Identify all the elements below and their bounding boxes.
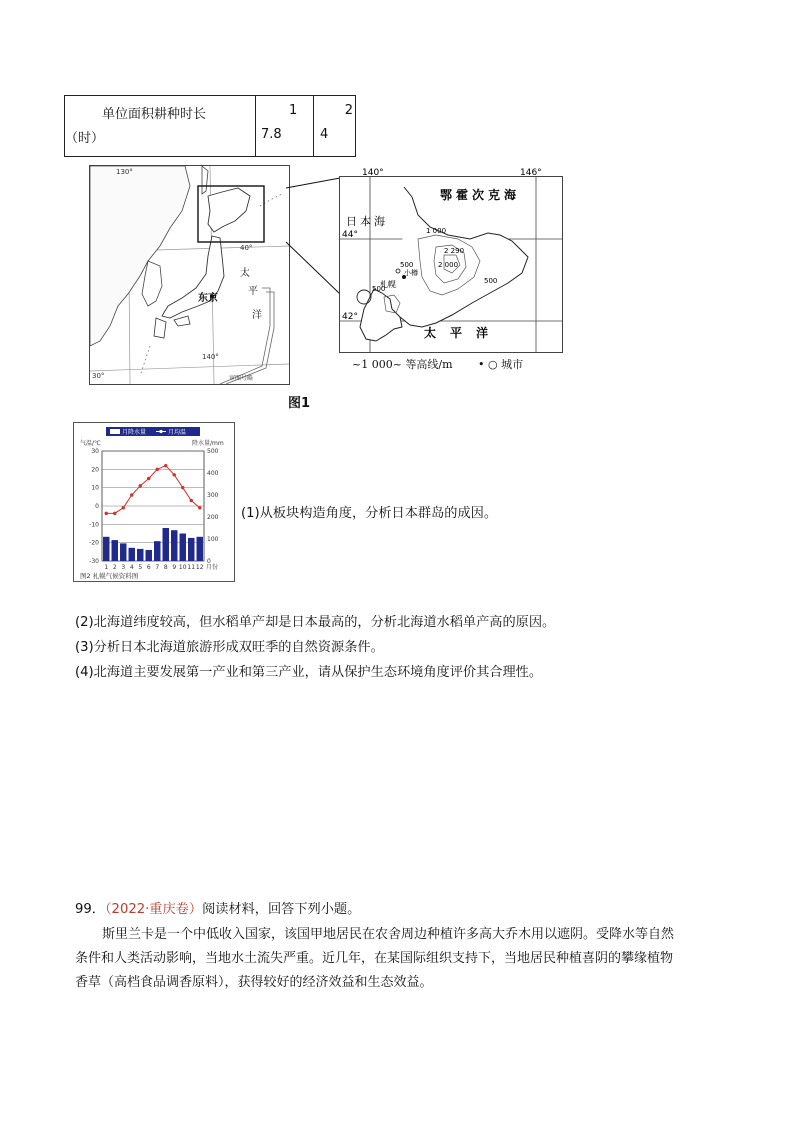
question-1: (1)从板块构造角度，分析日本群岛的成因。: [241, 506, 498, 521]
xtick-label: 3: [121, 564, 126, 571]
table-col1-cell: [256, 96, 314, 157]
temp-point: [139, 484, 142, 487]
japan-overview-map: [89, 165, 290, 385]
japan-sea-label: 日本海: [346, 215, 388, 228]
precip-bar: [112, 540, 118, 561]
temp-point: [164, 464, 167, 467]
ocean-char-3: 洋: [252, 310, 262, 321]
precip-bar: [171, 530, 177, 561]
contour-label-500a: 500: [484, 277, 498, 285]
temp-point: [105, 512, 108, 515]
temp-point: [122, 506, 125, 509]
table-col1-bottom: 7.8: [261, 127, 282, 142]
precip-bar: [146, 550, 152, 561]
figure2-caption: 图2 札幌气候资料图: [80, 572, 139, 580]
xtick-label: 2: [112, 564, 117, 571]
data-table: [64, 95, 356, 157]
problem-99-header: [75, 901, 360, 919]
table-col1-top: 1: [289, 103, 298, 118]
legend-precip-label: 月降水量: [122, 429, 147, 436]
table-label-cell: [65, 96, 256, 157]
peninsula-outline: [357, 290, 371, 304]
detail-map-legend-contour: ~1 000~ 等高线/m: [352, 358, 453, 371]
contour-label-500c: 500: [372, 285, 386, 293]
temp-point: [113, 512, 116, 515]
xtick-label: 5: [138, 564, 143, 571]
hokkaido: [208, 188, 250, 232]
question-4: (4)北海道主要发展第一产业和第三产业，请从保护生态环境角度评价其合理性。: [75, 665, 543, 680]
table-label-line2: （时）: [65, 131, 105, 146]
ryukyu-islands: [140, 346, 150, 376]
asia-landmass: [90, 166, 190, 346]
temp-point: [173, 473, 176, 476]
ytick-right-label: 0: [207, 558, 211, 565]
sapporo-climate-chart: [74, 423, 234, 581]
honshu: [162, 236, 224, 318]
detail-map-legend-city: • ○ 城市: [478, 358, 524, 371]
ocean-char-1: 太: [240, 268, 250, 279]
shikoku: [174, 316, 190, 326]
temp-point: [147, 477, 150, 480]
map-connector-lines: [286, 176, 342, 296]
lat-42-label: 42°: [342, 312, 358, 322]
problem-source: （2022·重庆卷）: [104, 902, 203, 917]
legend-temp-dot: [159, 430, 162, 433]
xtick-label: 7: [155, 564, 160, 571]
pacific-ocean-label: 太平洋: [424, 326, 503, 340]
ytick-left-label: 30: [91, 448, 99, 455]
precip-bar: [180, 534, 186, 562]
temp-point: [130, 493, 133, 496]
legend-precip-swatch: [110, 429, 120, 434]
precip-bar: [103, 537, 109, 561]
xtick-label: 4: [129, 564, 134, 571]
hokkaido-detail-map: [339, 168, 563, 353]
question-2: (2)北海道纬度较高，但水稻单产却是日本最高的，分析北海道水稻单产高的原因。: [75, 615, 556, 630]
xtick-label: 6: [146, 564, 151, 571]
ytick-left-label: 20: [91, 466, 99, 474]
precip-bar: [197, 537, 203, 561]
ytick-left-label: 0: [95, 503, 99, 510]
tokyo-label: 东京: [198, 293, 218, 304]
ytick-left-label: -30: [89, 558, 99, 565]
otaru-dot: [396, 269, 400, 273]
lon-130-label: 130°: [116, 168, 133, 176]
precip-bar: [163, 528, 169, 561]
contour-label-2290: 2 290: [444, 247, 465, 255]
kuril-islands: [260, 194, 282, 206]
ytick-left-label: -10: [89, 521, 99, 529]
temp-point: [181, 486, 184, 489]
precip-bar: [129, 548, 135, 561]
ylabel-right: 降水量/mm: [192, 440, 224, 447]
contour-label-2000: 2 000: [438, 261, 459, 269]
ytick-right-label: 200: [207, 514, 219, 521]
problem-instruction: 阅读材料，回答下列小题。: [202, 902, 361, 917]
xtick-label: 1: [104, 564, 109, 571]
okhotsk-sea-label: 鄂霍次克海: [440, 188, 521, 202]
ocean-char-2: 平: [248, 286, 258, 297]
xtick-label: 10: [178, 564, 187, 571]
ylabel-left: 气温/℃: [80, 440, 101, 447]
lon-140-label: 140°: [202, 353, 219, 361]
precip-bar: [137, 549, 143, 561]
table-col2-cell: [314, 96, 356, 157]
korea-peninsula: [142, 261, 162, 306]
lon-140-label: 140°: [362, 168, 384, 178]
climate-chart-frame: [73, 422, 235, 582]
table-col2-top: 2: [344, 103, 353, 118]
ytick-left-label: -20: [89, 539, 99, 547]
otaru-label: 小樽: [404, 269, 418, 277]
lat-44-label: 44°: [342, 230, 358, 240]
precip-bar: [120, 543, 126, 561]
ytick-right-label: 100: [207, 536, 219, 543]
hokkaido-detail-svg: [340, 168, 562, 352]
sakhalin: [202, 166, 208, 194]
table-col2-bottom: 4: [320, 127, 329, 142]
chart-plot-area: [89, 448, 218, 571]
temp-point: [190, 499, 193, 502]
xtick-label: 8: [163, 564, 168, 571]
temp-point: [198, 506, 201, 509]
precip-bar: [154, 541, 160, 561]
precip-bar: [188, 538, 194, 561]
temp-point: [156, 468, 159, 471]
inset-boundary-inner: [226, 292, 274, 384]
material-line-1: 斯里兰卡是一个中低收入国家，该国甲地居民在农舍周边种植许多高大乔木用以遮阴。受降水等自然: [102, 927, 675, 942]
material-line-2: 条件和人类活动影响，当地水土流失严重。近几年，在某国际组织支持下，当地居民种植喜阴的攀缘植物: [75, 951, 674, 966]
xtick-label: 9: [172, 564, 177, 571]
question-3: (3)分析日本北海道旅游形成双旺季的自然资源条件。: [75, 640, 384, 655]
ytick-left-label: 10: [91, 484, 99, 492]
lat-40-label: 40°: [240, 244, 253, 252]
figure1-caption: 图1: [288, 396, 311, 411]
sapporo-label: 札幌: [380, 280, 396, 289]
ytick-right-label: 300: [207, 492, 219, 499]
ytick-right-label: 500: [207, 448, 219, 455]
contour-label-1000: 1 000: [426, 227, 447, 235]
map-credit: 审图号略: [229, 375, 254, 382]
xtick-label: 11: [187, 564, 196, 571]
material-line-3: 香草（高档食品调香原料），获得较好的经济效益和生态效益。: [75, 975, 433, 990]
table-label-line1: 单位面积耕种时长: [102, 107, 207, 122]
xlabel: 月份: [206, 564, 219, 571]
lon-146-label: 146°: [520, 168, 542, 178]
problem-number: 99．: [75, 902, 105, 917]
ytick-right-label: 400: [207, 470, 219, 477]
japan-overview-svg: [90, 166, 289, 384]
legend-temp-label: 月均温: [168, 429, 187, 436]
lat-30-label: 30°: [92, 372, 105, 380]
contour-label-500b: 500: [400, 261, 414, 269]
kyushu: [154, 318, 166, 338]
xtick-label: 12: [195, 564, 204, 571]
